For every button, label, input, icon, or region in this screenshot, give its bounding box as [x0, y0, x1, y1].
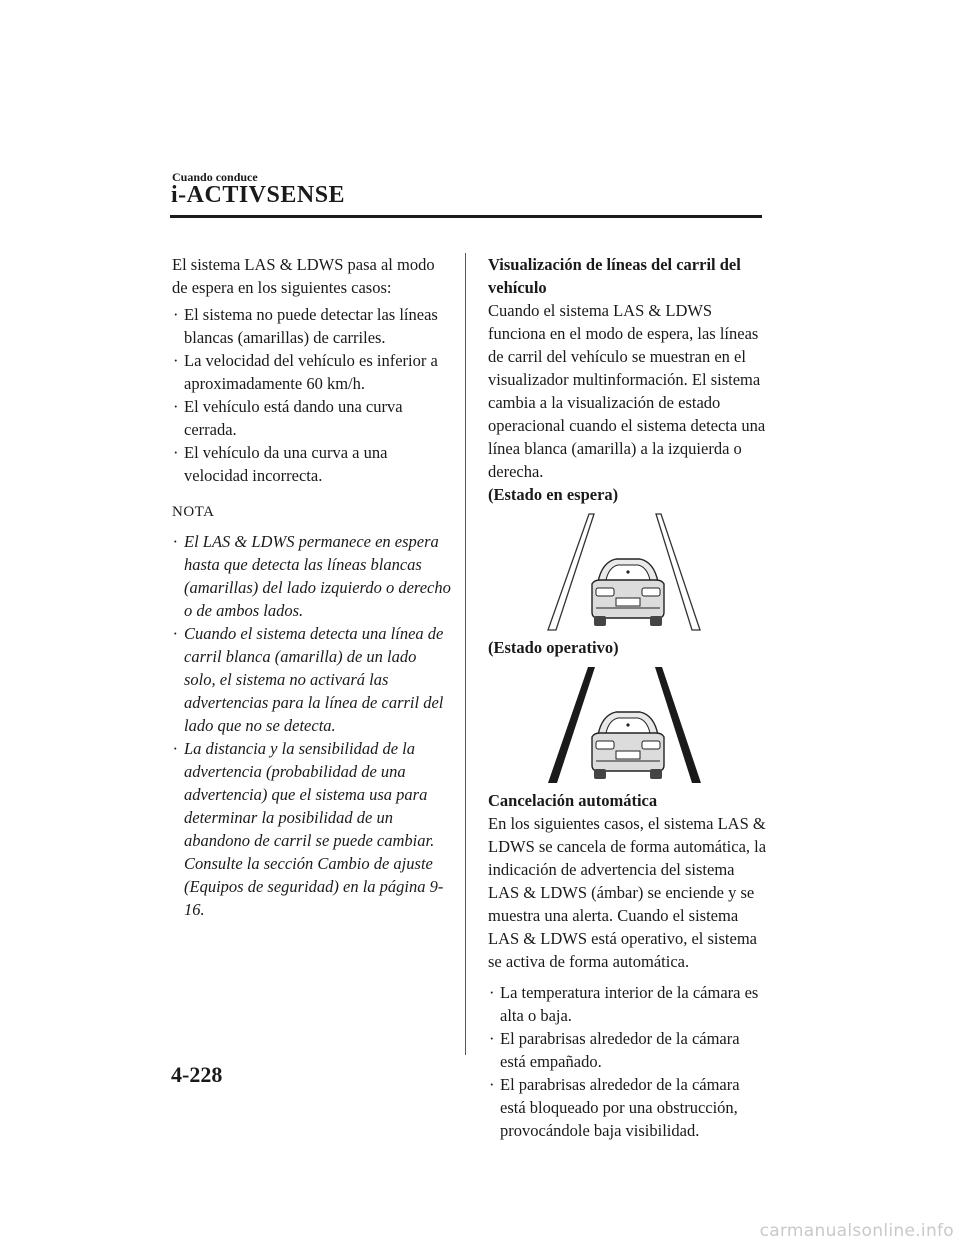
standby-case-text: El vehículo da una curva a una velocidad incorrecta. — [184, 443, 388, 485]
page-number: 4-228 — [171, 1062, 223, 1087]
auto-cancel-item-text: La temperatura interior de la cámara es alta o baja. — [500, 983, 759, 1025]
bullet-dot: · — [173, 532, 178, 551]
operative-lane-illustration — [546, 665, 704, 785]
section-kicker: Cuando conduce — [172, 170, 258, 184]
bullet-dot: · — [173, 624, 178, 643]
auto-cancel-item-text: El parabrisas alrededor de la cámara está empañado. — [500, 1029, 740, 1071]
standby-case-item — [172, 303, 452, 349]
column-divider — [465, 253, 466, 1055]
bullet-dot: · — [489, 1075, 495, 1094]
watermark: carmanualsonline.info — [759, 1221, 954, 1241]
standby-case-item — [172, 441, 452, 487]
standby-figure-label: (Estado en espera) — [488, 485, 619, 504]
auto-cancel-text: En los siguientes casos, el sistema LAS & LDWS se cancela de forma automática, la indicación de advertencia del sistema LAS & LDWS (ámbar) se enciende y se muestra una alerta. Cuando el sistema LAS & LDWS está operativo, el sistema se activa de forma automática. — [488, 814, 767, 971]
standby-case-text: El vehículo está dando una curva cerrada. — [184, 397, 403, 439]
auto-cancel-heading: Cancelación automática — [488, 791, 658, 810]
left-column — [172, 253, 452, 921]
note-item — [172, 737, 452, 921]
header-rule — [170, 215, 762, 218]
lane-display-heading: Visualización de líneas del carril del vehículo — [488, 255, 741, 297]
standby-cases-list — [172, 303, 452, 487]
note-text: El LAS & LDWS permanece en espera hasta que detecta las líneas blancas (amarillas) del lado izquierdo o derecho o de ambos lados. — [184, 532, 451, 620]
auto-cancel-item — [488, 1073, 768, 1142]
note-text: Cuando el sistema detecta una línea de carril blanca (amarilla) de un lado solo, el sistema no activará las advertencias para la línea de carril del lado que no se detecta. — [184, 624, 444, 735]
section-title: i-ACTIVSENSE — [171, 182, 346, 208]
standby-case-text: El sistema no puede detectar las líneas blancas (amarillas) de carriles. — [184, 305, 438, 347]
standby-case-item — [172, 349, 452, 395]
auto-cancel-item — [488, 981, 768, 1027]
note-item — [172, 530, 452, 622]
bullet-dot: · — [489, 1029, 495, 1048]
auto-cancel-list — [488, 981, 768, 1142]
lane-display-text: Cuando el sistema LAS & LDWS funciona en el modo de espera, las líneas de carril del vehículo se muestran en el visualizador multinformación. El sistema cambia a la visualización de estado operacional cuando el sistema detecta una línea blanca (amarilla) a la izquierda o derecha. — [488, 301, 766, 481]
standby-case-text: La velocidad del vehículo es inferior a aproximadamente 60 km/h. — [184, 351, 438, 393]
note-label: NOTA — [172, 504, 215, 520]
left-lane-line-outline — [548, 514, 594, 630]
bullet-dot: · — [173, 305, 179, 324]
right-column — [488, 253, 768, 1142]
operative-figure-label: (Estado operativo) — [488, 638, 619, 657]
bullet-dot: · — [173, 351, 179, 370]
bullet-dot: · — [489, 983, 495, 1002]
standby-lane-illustration — [546, 512, 704, 632]
note-text: La distancia y la sensibilidad de la advertencia (probabilidad de una advertencia) que el sistema usa para determinar la posibilidad de un abandono de carril se puede cambiar. Consulte la sección Cambio de ajuste (Equipos de seguridad) en la página 9-16. — [184, 739, 444, 919]
note-list — [172, 530, 452, 921]
auto-cancel-item-text: El parabrisas alrededor de la cámara está bloqueado por una obstrucción, provocándole baja visibilidad. — [500, 1075, 740, 1140]
left-lane-line-solid — [548, 667, 595, 783]
car-rear-view-icon — [592, 712, 664, 779]
note-item — [172, 622, 452, 737]
bullet-dot: · — [173, 397, 179, 416]
car-rear-view-icon — [592, 559, 664, 626]
standby-intro: El sistema LAS & LDWS pasa al modo de espera en los siguientes casos: — [172, 255, 435, 297]
standby-case-item — [172, 395, 452, 441]
bullet-dot: · — [173, 443, 179, 462]
bullet-dot: · — [173, 739, 178, 758]
auto-cancel-item — [488, 1027, 768, 1073]
